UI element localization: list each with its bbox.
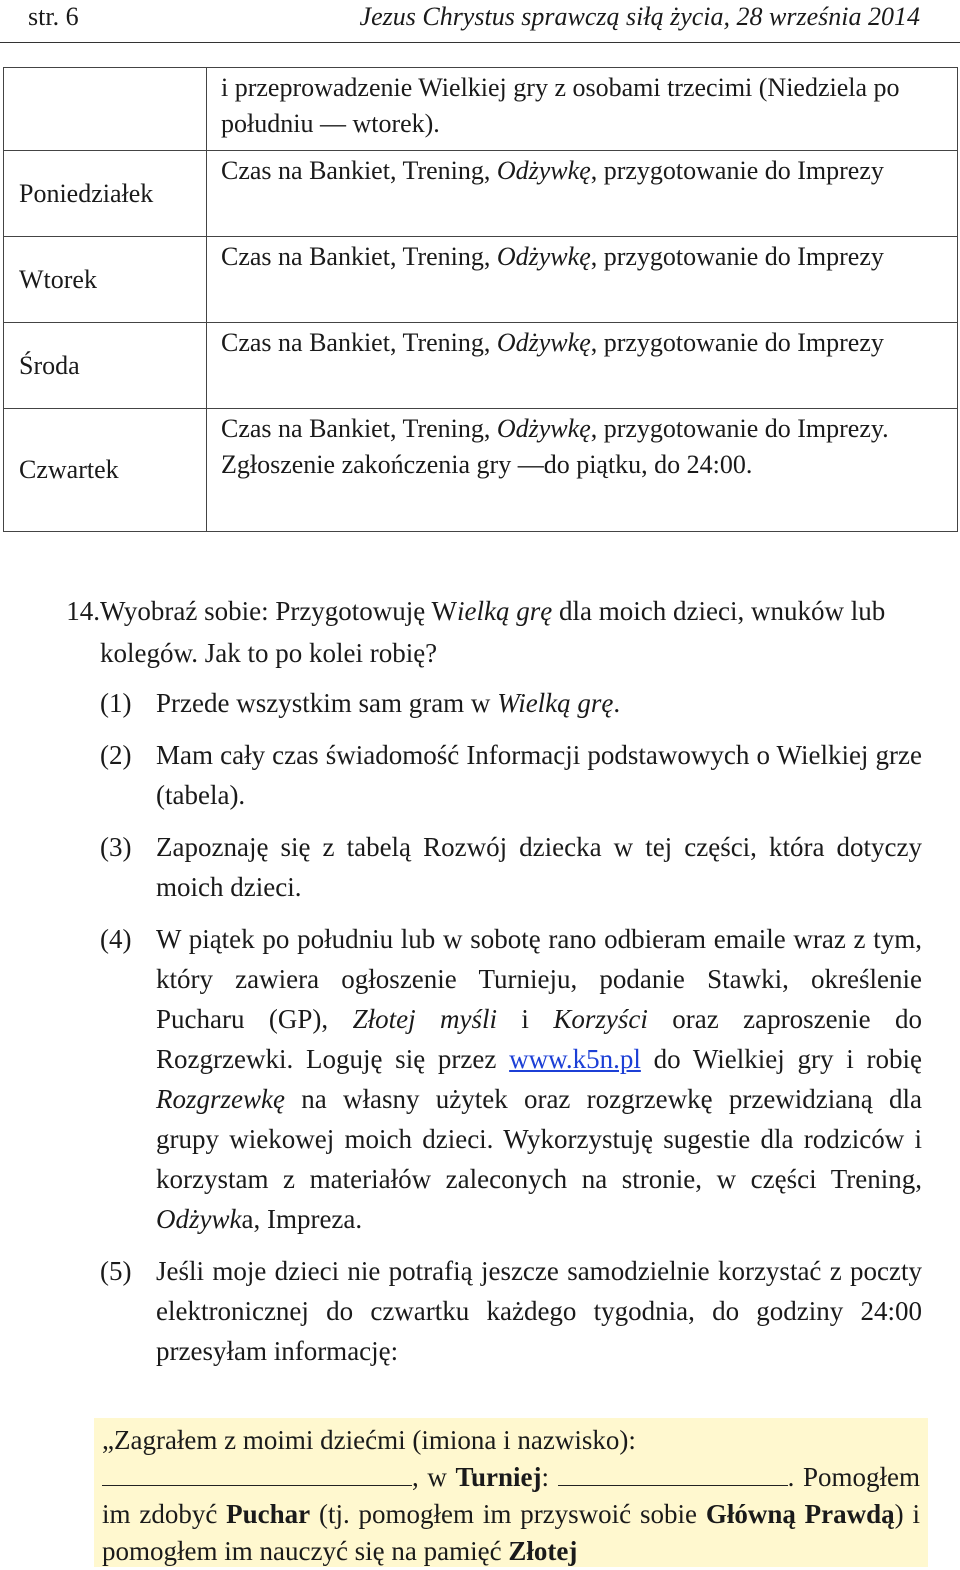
list-item: (2) Mam cały czas świadomość Informacji podstawowych o Wielkiej grze (tabela). [100, 740, 922, 810]
page-header [0, 0, 960, 43]
blank-field [102, 1465, 412, 1486]
day-cell: Wtorek [4, 237, 207, 323]
page-number: str. 6 [28, 2, 79, 31]
table-row [4, 151, 958, 237]
question-14 [66, 590, 922, 674]
question-number: 14. [66, 596, 100, 626]
list-item: (5) Jeśli moje dzieci nie potrafią jeszcze samodzielnie korzystać z poczty elektronicznej do czwartku każdego tygodnia, do godziny 24:00 przesyłam informację: [100, 1256, 922, 1366]
list-item: (1) Przede wszystkim sam gram w Wielką grę. [100, 688, 621, 718]
schedule-table [3, 67, 958, 532]
description-cell: Czas na Bankiet, Trening, Odżywkę, przygotowanie do Imprezy [207, 323, 958, 409]
running-title: Jezus Chrystus sprawczą siłą życia, 28 września 2014 [359, 2, 920, 31]
description-cell: Czas na Bankiet, Trening, Odżywkę, przygotowanie do Imprezy. Zgłoszenie zakończenia gry —do piątku, do 24:00. [207, 409, 958, 532]
list-item: (4) W piątek po południu lub w sobotę rano odbieram emaile wraz z tym, który zawiera ogłoszenie Turnieju, podanie Stawki, określenie Pucharu (GP), Złotej myśli i Korzyści oraz zaproszenie do Rozgrzewki. Loguję się przez www.k5n.pl do Wielkiej gry i robię Rozgrzewkę na własny użytek oraz rozgrzewkę przewidzianą dla grupy wiekowej moich dzieci. Wykorzystuję sugestie dla rodziców i korzystam z materiałów zaleconych na stronie, w części Trening, Odżywka, Impreza. [100, 924, 922, 1234]
day-cell: Czwartek [4, 409, 207, 532]
table-row [4, 237, 958, 323]
blank-field [558, 1465, 788, 1486]
day-cell: Środa [4, 323, 207, 409]
description-cell: Czas na Bankiet, Trening, Odżywkę, przygotowanie do Imprezy [207, 237, 958, 323]
answer-list [100, 683, 922, 1371]
message-template-box: „Zagrałem z moimi dziećmi (imiona i nazwisko): , w Turniej: . Pomogłem im zdobyć Puchar (tj. pomogłem im przyswoić sobie Główną Prawdą) i pomogłem im nauczyć się na pamięć Złotej [94, 1418, 928, 1567]
question-text: Wyobraź sobie: Przygotowuję Wielką grę dla moich dzieci, wnuków lub kolegów. Jak to po kolei robię? [100, 596, 886, 668]
table-row [4, 409, 958, 532]
k5n-link[interactable]: www.k5n.pl [509, 1044, 641, 1074]
table-row [4, 323, 958, 409]
day-cell: Poniedziałek [4, 151, 207, 237]
list-item: (3) Zapoznaję się z tabelą Rozwój dziecka w tej części, która dotyczy moich dzieci. [100, 832, 922, 902]
table-row [4, 68, 958, 151]
description-cell: Czas na Bankiet, Trening, Odżywkę, przygotowanie do Imprezy [207, 151, 958, 237]
description-cell: i przeprowadzenie Wielkiej gry z osobami trzecimi (Niedziela po południu — wtorek). [207, 68, 958, 151]
day-cell [4, 68, 207, 151]
